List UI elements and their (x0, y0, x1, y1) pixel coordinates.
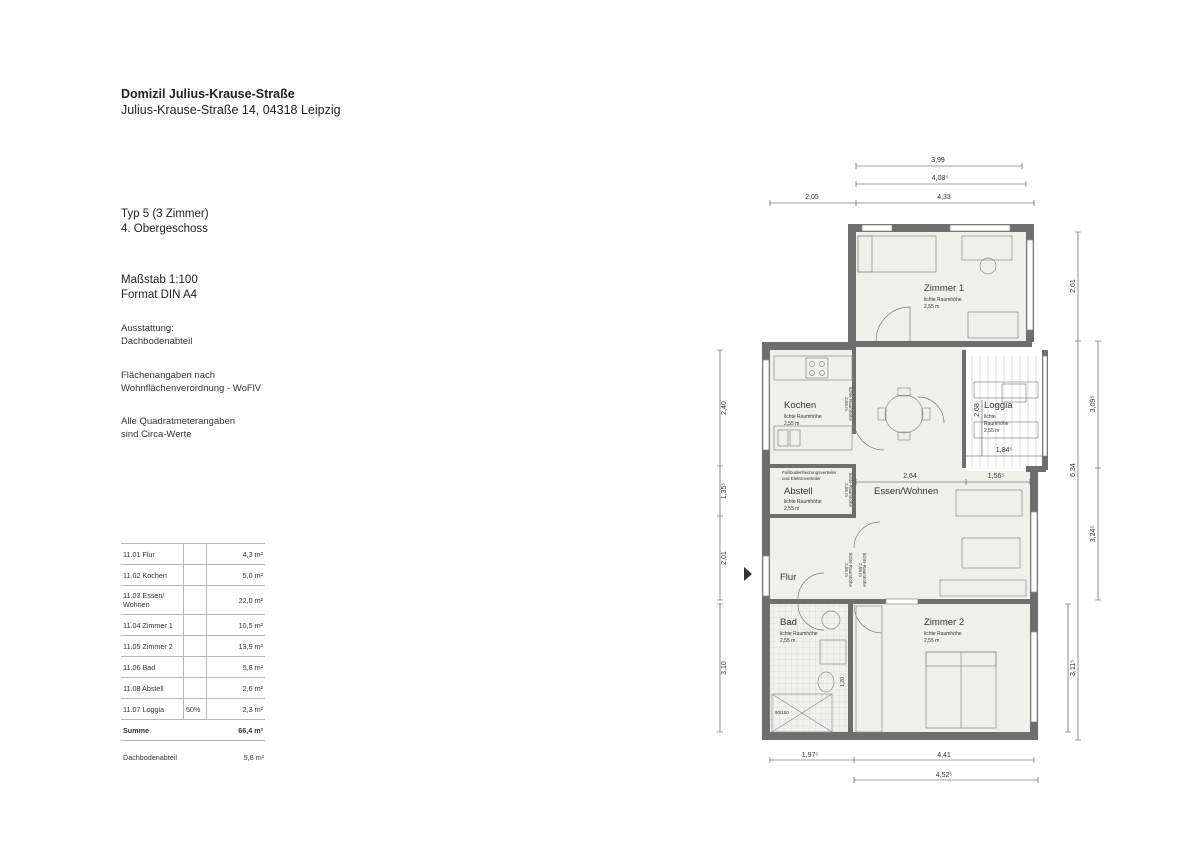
dim-inner-156: 1,56⁵ (987, 473, 1005, 480)
row-name: 11.02 Kochen (121, 565, 184, 586)
project-title: Domizil Julius-Krause-Straße (121, 87, 295, 101)
row-value: 22,0 m² (207, 586, 266, 615)
scale-label: Maßstab 1:100 (121, 274, 198, 286)
room-essen-wohnen: Essen/Wohnen (874, 486, 939, 497)
vertical-height-kochen: lichte Raumhöhe (848, 387, 853, 421)
dim-bottom-452: 4,52⁵ (935, 772, 953, 779)
vertical-height-essen: lichte Raumhöhe (862, 553, 867, 587)
dim-left-240: 2,40 (721, 401, 728, 415)
dim-top-399: 3,99 (931, 157, 945, 164)
room-loggia-height-value: 2,55 m (984, 428, 1000, 434)
row-value: 2,3 m² (207, 699, 266, 720)
row-name: 11.05 Zimmer 2 (121, 636, 184, 657)
dim-left-135: 1,35⁵ (721, 482, 728, 500)
area-basis-line2: Wohnflächenverordnung - WoFlV (121, 382, 262, 394)
row-value: 13,9 m² (207, 636, 266, 657)
row-value: 2,6 m² (207, 678, 266, 699)
unit-floor: 4. Obergeschoss (121, 223, 208, 235)
dim-right-311: 3,11⁵ (1070, 659, 1077, 677)
project-address: Julius-Krause-Straße 14, 04318 Leipzig (121, 103, 341, 117)
dim-right-324: 3,24⁵ (1090, 525, 1097, 543)
row-name: 11.07 Loggia (121, 699, 184, 720)
room-zimmer1: Zimmer 1 (924, 283, 965, 294)
sum-label: Summe (121, 720, 184, 741)
dim-inner-120: 1,20 (840, 677, 846, 687)
room-loggia-height: lichte (984, 414, 996, 420)
dim-top-408: 4,08⁵ (931, 175, 949, 182)
vertical-height-kochen-value: 2,55 m (844, 397, 849, 411)
format-label: Format DIN A4 (121, 289, 198, 301)
distributor-note-2: und Elektroverteiler (782, 476, 821, 481)
row-value: 4,3 m² (207, 544, 266, 565)
vertical-height-essen-value: 2,55 m (858, 563, 863, 577)
approx-line2: sind Circa-Werte (121, 428, 192, 440)
dim-left-201: 2,01 (721, 551, 728, 565)
dim-bottom-197: 1,97⁵ (801, 752, 819, 759)
row-name: 11.04 Zimmer 1 (121, 615, 184, 636)
room-abstell-height: lichte Raumhöhe (784, 499, 822, 505)
room-loggia-height-2: Raumhöhe (984, 421, 1009, 427)
room-kochen-height-value: 2,55 m (784, 421, 800, 427)
vertical-height-abstell: lichte Raumhöhe (848, 473, 853, 507)
dim-left-310: 3,10 (721, 661, 728, 675)
vertical-height-flur-value: 2,55 m (844, 563, 849, 577)
vertical-height-flur: lichte Raumhöhe (848, 553, 853, 587)
equipment-value: Dachbodenabteil (121, 335, 193, 347)
room-kochen-height: lichte Raumhöhe (784, 414, 822, 420)
distributor-note-1: Fußbodenheizungsverteiler (782, 470, 837, 475)
room-abstell-height-value: 2,55 m (784, 506, 800, 512)
dim-right-309: 3,09⁵ (1090, 395, 1097, 413)
area-basis-line1: Flächenangaben nach (121, 370, 216, 381)
room-flur: Flur (780, 572, 797, 583)
dim-inner-268: 2,68 (974, 403, 981, 417)
dim-inner-264: 2,64 (903, 473, 917, 480)
row-value: 10,5 m² (207, 615, 266, 636)
row-name: 11.06 Bad (121, 657, 184, 678)
row-value: 5,0 m² (207, 565, 266, 586)
sum-value: 66,4 m² (207, 720, 266, 741)
room-loggia: Loggia (984, 400, 1013, 411)
dim-right-634: 6,34 (1070, 463, 1077, 477)
row-name: 11.03 Essen/ Wohnen (121, 586, 184, 615)
shower-size: 90/150 (775, 710, 789, 715)
room-abstell: Abstell (784, 486, 813, 497)
row-value: 5,8 m² (207, 657, 266, 678)
room-bad: Bad (780, 617, 797, 628)
room-bad-height-value: 2,55 m (780, 638, 796, 644)
unit-type: Typ 5 (3 Zimmer) (121, 208, 209, 220)
dim-top-205: 2,05 (805, 194, 819, 201)
row-name: 11.01 Flur (121, 544, 184, 565)
dim-bottom-441: 4,41 (937, 752, 951, 759)
approx-line1: Alle Quadratmeterangaben (121, 416, 236, 427)
room-zimmer2-height-value: 2,55 m (924, 638, 940, 644)
room-zimmer1-height-value: 2,55 m (924, 304, 940, 310)
vertical-height-abstell-value: 2,55 m (844, 483, 849, 497)
equipment-heading: Ausstattung: (121, 323, 174, 334)
room-zimmer2: Zimmer 2 (924, 617, 965, 628)
row-name: 11.08 Abstell (121, 678, 184, 699)
room-zimmer1-height: lichte Raumhöhe (924, 297, 962, 303)
attic-value: 5,8 m² (243, 753, 264, 762)
row-pct: 50% (184, 699, 207, 720)
room-kochen: Kochen (784, 400, 817, 411)
dim-inner-184: 1,84⁵ (995, 447, 1013, 454)
dim-top-433: 4,33 (937, 194, 951, 201)
attic-label: Dachbodenabteil (123, 753, 177, 762)
room-bad-height: lichte Raumhöhe (780, 631, 818, 637)
dim-right-261: 2,61 (1070, 279, 1077, 293)
room-zimmer2-height: lichte Raumhöhe (924, 631, 962, 637)
entrance-arrow-icon (744, 567, 752, 581)
